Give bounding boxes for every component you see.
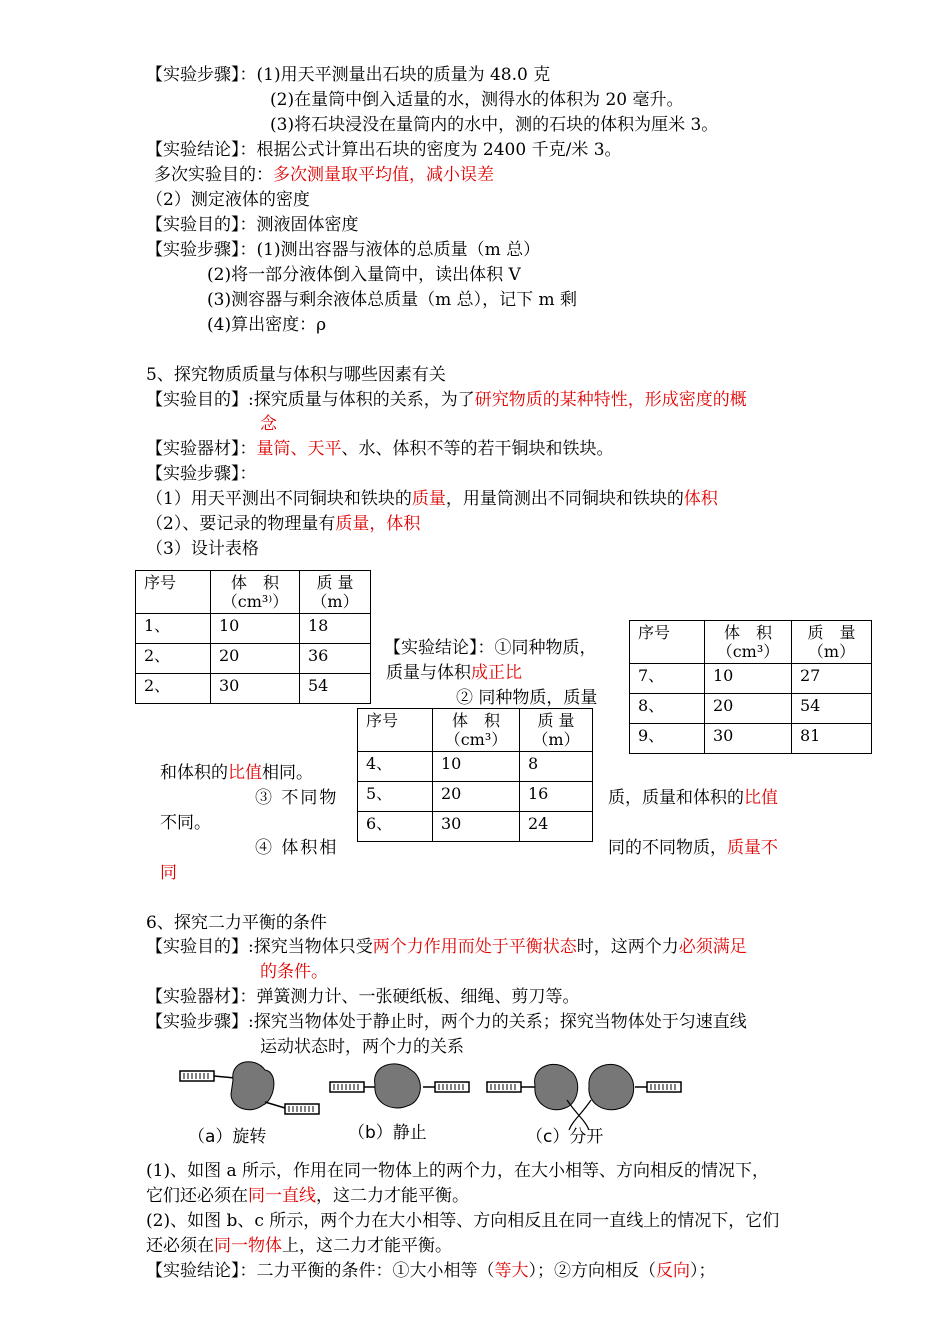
s5-conclusion-7b	[608, 837, 778, 859]
s6-steps-line	[146, 1011, 747, 1033]
s5-equip-line	[146, 438, 614, 460]
table-cell: 1、	[136, 614, 211, 644]
figure-a-rotate	[180, 1062, 319, 1114]
s6-steps-cont: 运动状态时，两个力的关系	[260, 1037, 464, 1057]
s5-concl-ratio-2: 比值	[744, 788, 778, 808]
t2-h-mass-label: 质 量	[537, 711, 575, 730]
table-cell: 8	[520, 752, 593, 782]
table-cell: 54	[300, 674, 371, 704]
section-6-title: 6、探究二力平衡的条件	[146, 913, 327, 933]
t3-h-mass-unit: （m）	[807, 642, 856, 661]
s6-aim-line	[146, 936, 747, 958]
s5-concl-7-b: 同的不同物质，	[608, 838, 727, 858]
table-cell: 9、	[630, 724, 705, 754]
liquid-aim-line	[146, 214, 359, 236]
s6-paragraph-2a: (2)、如图 b、c 所示，两个力在大小相等、方向相反且在同一直线上的情况下，它们	[146, 1211, 780, 1231]
s6-p1-d: ，这二力才能平衡。	[316, 1186, 469, 1206]
t2-header-mass	[520, 709, 593, 752]
s6-equip-text: ：弹簧测力计、一张硬纸板、细绳、剪刀等。	[239, 987, 580, 1007]
s6-p2-d: 上，这二力才能平衡。	[282, 1236, 452, 1256]
s6-paragraph-1a: (1)、如图 a 所示，作用在同一物体上的两个力，在大小相等、方向相反的情况下，	[146, 1161, 770, 1181]
table-cell: 20	[433, 782, 520, 812]
s6-p1-b: 它们还必须在	[146, 1186, 248, 1206]
t1-h-mass-label: 质 量	[316, 573, 354, 592]
table-cell: 18	[300, 614, 371, 644]
s6-aim-highlight: 两个力作用而处于平衡状态	[372, 937, 577, 957]
t2-h-mass-unit: （m）	[532, 730, 580, 749]
t1-header-volume	[211, 571, 300, 614]
liquid-step-1: ：(1)测出容器与液体的总质量（m 总）	[239, 240, 541, 260]
s6-aim-cont: 的条件。	[260, 962, 328, 982]
s6-aim-c: 时，这两个力	[576, 937, 679, 957]
step-1: ：(1)用天平测量出石块的质量为 48.0 克	[239, 65, 551, 85]
steps-line-1	[146, 64, 550, 86]
steps-label: 【实验步骤】	[146, 65, 240, 85]
s6-equip-label: 【实验器材】	[146, 987, 240, 1007]
s5-conclusion-2	[386, 662, 522, 684]
multi-purpose-label: 多次实验目的：	[154, 165, 273, 185]
s5-step-1-mass: 质量	[411, 489, 446, 509]
s5-concl-ratio: 比值	[228, 763, 262, 783]
table-cell: 30	[433, 812, 520, 842]
s5-aim-line	[146, 389, 747, 411]
table-cell: 81	[792, 724, 872, 754]
conclusion-label: 【实验结论】	[146, 140, 240, 160]
s5-concl-proportional: 成正比	[471, 663, 522, 683]
s6-concl-a: ：二力平衡的条件：①大小相等（	[239, 1261, 495, 1281]
caption-b: （b）静止	[348, 1123, 427, 1143]
table-cell: 8、	[630, 694, 705, 724]
table-cell: 30	[705, 724, 792, 754]
s6-steps-label: 【实验步骤】	[146, 1012, 248, 1032]
table-row	[358, 782, 593, 812]
liquid-density-title: （2）测定液体的密度	[146, 190, 310, 210]
s5-aim-label: 【实验目的】	[146, 390, 248, 410]
s5-steps-colon: ：	[239, 464, 257, 484]
s6-conclusion	[146, 1260, 716, 1282]
s6-concl-c: ）；②方向相反（	[528, 1261, 656, 1281]
s5-conclusion-5a: ③ 不同物	[255, 788, 339, 808]
s6-steps-text: :探究当物体处于静止时，两个力的关系；探究当物体处于匀速直线	[248, 1012, 747, 1032]
s5-conclusion-4	[160, 762, 313, 784]
t3-h-mass-label: 质 量	[807, 623, 856, 642]
s5-conclusion-5b	[608, 787, 778, 809]
table-row	[630, 694, 872, 724]
s5-conclusion-3: ② 同种物质，质量	[456, 688, 598, 708]
s5-step-1	[146, 488, 718, 510]
liquid-step-3: (3)测容器与剩余液体总质量（m 总），记下 m 剩	[207, 290, 578, 310]
table-cell: 30	[211, 674, 300, 704]
table-cell: 4、	[358, 752, 433, 782]
table-row	[630, 664, 872, 694]
conclusion-line	[146, 139, 622, 161]
table-cell: 5、	[358, 782, 433, 812]
t1-header-mass	[300, 571, 371, 614]
step-3: (3)将石块浸没在量筒内的水中，测的石块的体积为厘米 3。	[270, 115, 719, 135]
table-cell: 10	[433, 752, 520, 782]
multi-purpose-value: 多次测量取平均值，减小误差	[273, 165, 494, 185]
s6-p2-b: 还必须在	[146, 1236, 214, 1256]
s5-conclusion-8: 同	[160, 863, 177, 883]
s5-aim-text: :探究质量与体积的关系，为了	[248, 390, 475, 410]
table-row	[630, 724, 872, 754]
data-table-3	[629, 620, 872, 754]
s5-equip-text: 、水、体积不等的若干铜块和铁块。	[341, 439, 614, 459]
table-cell: 10	[705, 664, 792, 694]
s5-step-1-c: ，用量筒测出不同铜块和铁块的	[445, 489, 684, 509]
s5-step-3: （3）设计表格	[146, 539, 259, 559]
aim-text: ：测液固体密度	[239, 215, 359, 235]
table-row	[136, 674, 371, 704]
caption-c: （c）分开	[526, 1127, 604, 1147]
s5-conclusion-label: 【实验结论】	[384, 638, 478, 658]
s6-conclusion-label: 【实验结论】	[146, 1261, 240, 1281]
s6-paragraph-2b	[146, 1235, 452, 1257]
table-row	[136, 614, 371, 644]
s5-concl-2-a: 质量与体积	[386, 663, 471, 683]
figure-c-separated	[487, 1064, 681, 1130]
table-cell: 2、	[136, 674, 211, 704]
table-cell: 6、	[358, 812, 433, 842]
s6-p2-same-object: 同一物体	[214, 1236, 282, 1256]
t2-header-index: 序号	[358, 709, 433, 752]
table-cell: 7、	[630, 664, 705, 694]
s5-conclusion-1	[384, 637, 597, 659]
t1-header-index: 序号	[136, 571, 211, 614]
liquid-step-4: (4)算出密度：ρ	[207, 315, 327, 335]
t2-h-volume-label: 体 积	[451, 711, 500, 730]
t3-header-volume	[705, 621, 792, 664]
t1-h-mass-unit: （m）	[311, 592, 359, 611]
table-row	[358, 812, 593, 842]
step-2: (2)在量筒中倒入适量的水，测得水的体积为 20 毫升。	[270, 90, 684, 110]
table-row	[358, 752, 593, 782]
s6-aim-label: 【实验目的】	[146, 937, 248, 957]
s5-concl-5-b: 质，质量和体积的	[608, 788, 744, 808]
s5-equip-label: 【实验器材】	[146, 439, 240, 459]
s5-conclusion-6: 不同。	[160, 813, 211, 833]
t3-h-volume-unit: （cm³）	[716, 642, 780, 661]
table-cell: 2、	[136, 644, 211, 674]
data-table-2	[357, 708, 593, 842]
table-cell: 10	[211, 614, 300, 644]
s6-p1-same-line: 同一直线	[248, 1186, 316, 1206]
s5-concl-1: ：①同种物质，	[477, 638, 597, 658]
t1-h-volume-label: 体 积	[230, 573, 279, 592]
s6-concl-opposite: 反向	[656, 1261, 690, 1281]
table-cell: 16	[520, 782, 593, 812]
table-cell: 24	[520, 812, 593, 842]
s5-step-2-quantities: 质量，体积	[335, 514, 421, 534]
data-table-1	[135, 570, 371, 704]
liquid-steps-line-1	[146, 239, 540, 261]
figure-b-static	[330, 1064, 469, 1108]
s6-concl-equal: 等大	[494, 1261, 529, 1281]
conclusion-text: ：根据公式计算出石块的密度为 2400 千克/米 3。	[239, 140, 622, 160]
table-row	[136, 644, 371, 674]
s5-step-1-a: （1）用天平测出不同铜块和铁块的	[146, 489, 412, 509]
s5-equip-colon: ：	[239, 439, 257, 459]
s5-concl-4-a: 和体积的	[160, 763, 228, 783]
s5-aim-highlight: 研究物质的某种特性，形成密度的概	[474, 390, 747, 410]
t3-header-index: 序号	[630, 621, 705, 664]
multi-purpose-line	[154, 164, 494, 186]
s5-steps-label: 【实验步骤】	[146, 464, 240, 484]
section-5-title: 5、探究物质质量与体积与哪些因素有关	[146, 365, 446, 385]
caption-a: （a）旋转	[188, 1127, 267, 1147]
table-cell: 54	[792, 694, 872, 724]
table-cell: 20	[705, 694, 792, 724]
s6-concl-e: ）；	[690, 1261, 716, 1281]
s5-steps-line	[146, 463, 257, 485]
t2-header-volume	[433, 709, 520, 752]
s5-equip-highlight: 量筒、天平	[256, 439, 342, 459]
s5-concl-mass-diff: 质量不	[727, 838, 778, 858]
table-cell: 20	[211, 644, 300, 674]
s6-equip-line	[146, 986, 580, 1008]
t2-h-volume-unit: （cm³）	[444, 730, 508, 749]
table-cell: 36	[300, 644, 371, 674]
t1-h-volume-unit: （cm³⁾）	[221, 592, 289, 611]
t3-header-mass	[792, 621, 872, 664]
liquid-step-2: (2)将一部分液体倒入量筒中，读出体积 V	[207, 265, 521, 285]
s6-paragraph-1b	[146, 1185, 469, 1207]
liquid-steps-label: 【实验步骤】	[146, 240, 240, 260]
aim-label: 【实验目的】	[146, 215, 240, 235]
s5-step-1-volume: 体积	[683, 489, 718, 509]
s6-aim-highlight-2: 必须满足	[678, 937, 747, 957]
s5-step-2-a: （2）、要记录的物理量有	[146, 514, 336, 534]
t3-h-volume-label: 体 积	[723, 623, 772, 642]
s5-concl-4-c: 相同。	[262, 763, 313, 783]
s5-aim-highlight-cont: 念	[260, 414, 277, 434]
table-cell: 27	[792, 664, 872, 694]
s6-aim-a: :探究当物体只受	[248, 937, 373, 957]
s5-conclusion-7a: ④ 体积相	[255, 838, 339, 858]
s5-step-2	[146, 513, 420, 535]
